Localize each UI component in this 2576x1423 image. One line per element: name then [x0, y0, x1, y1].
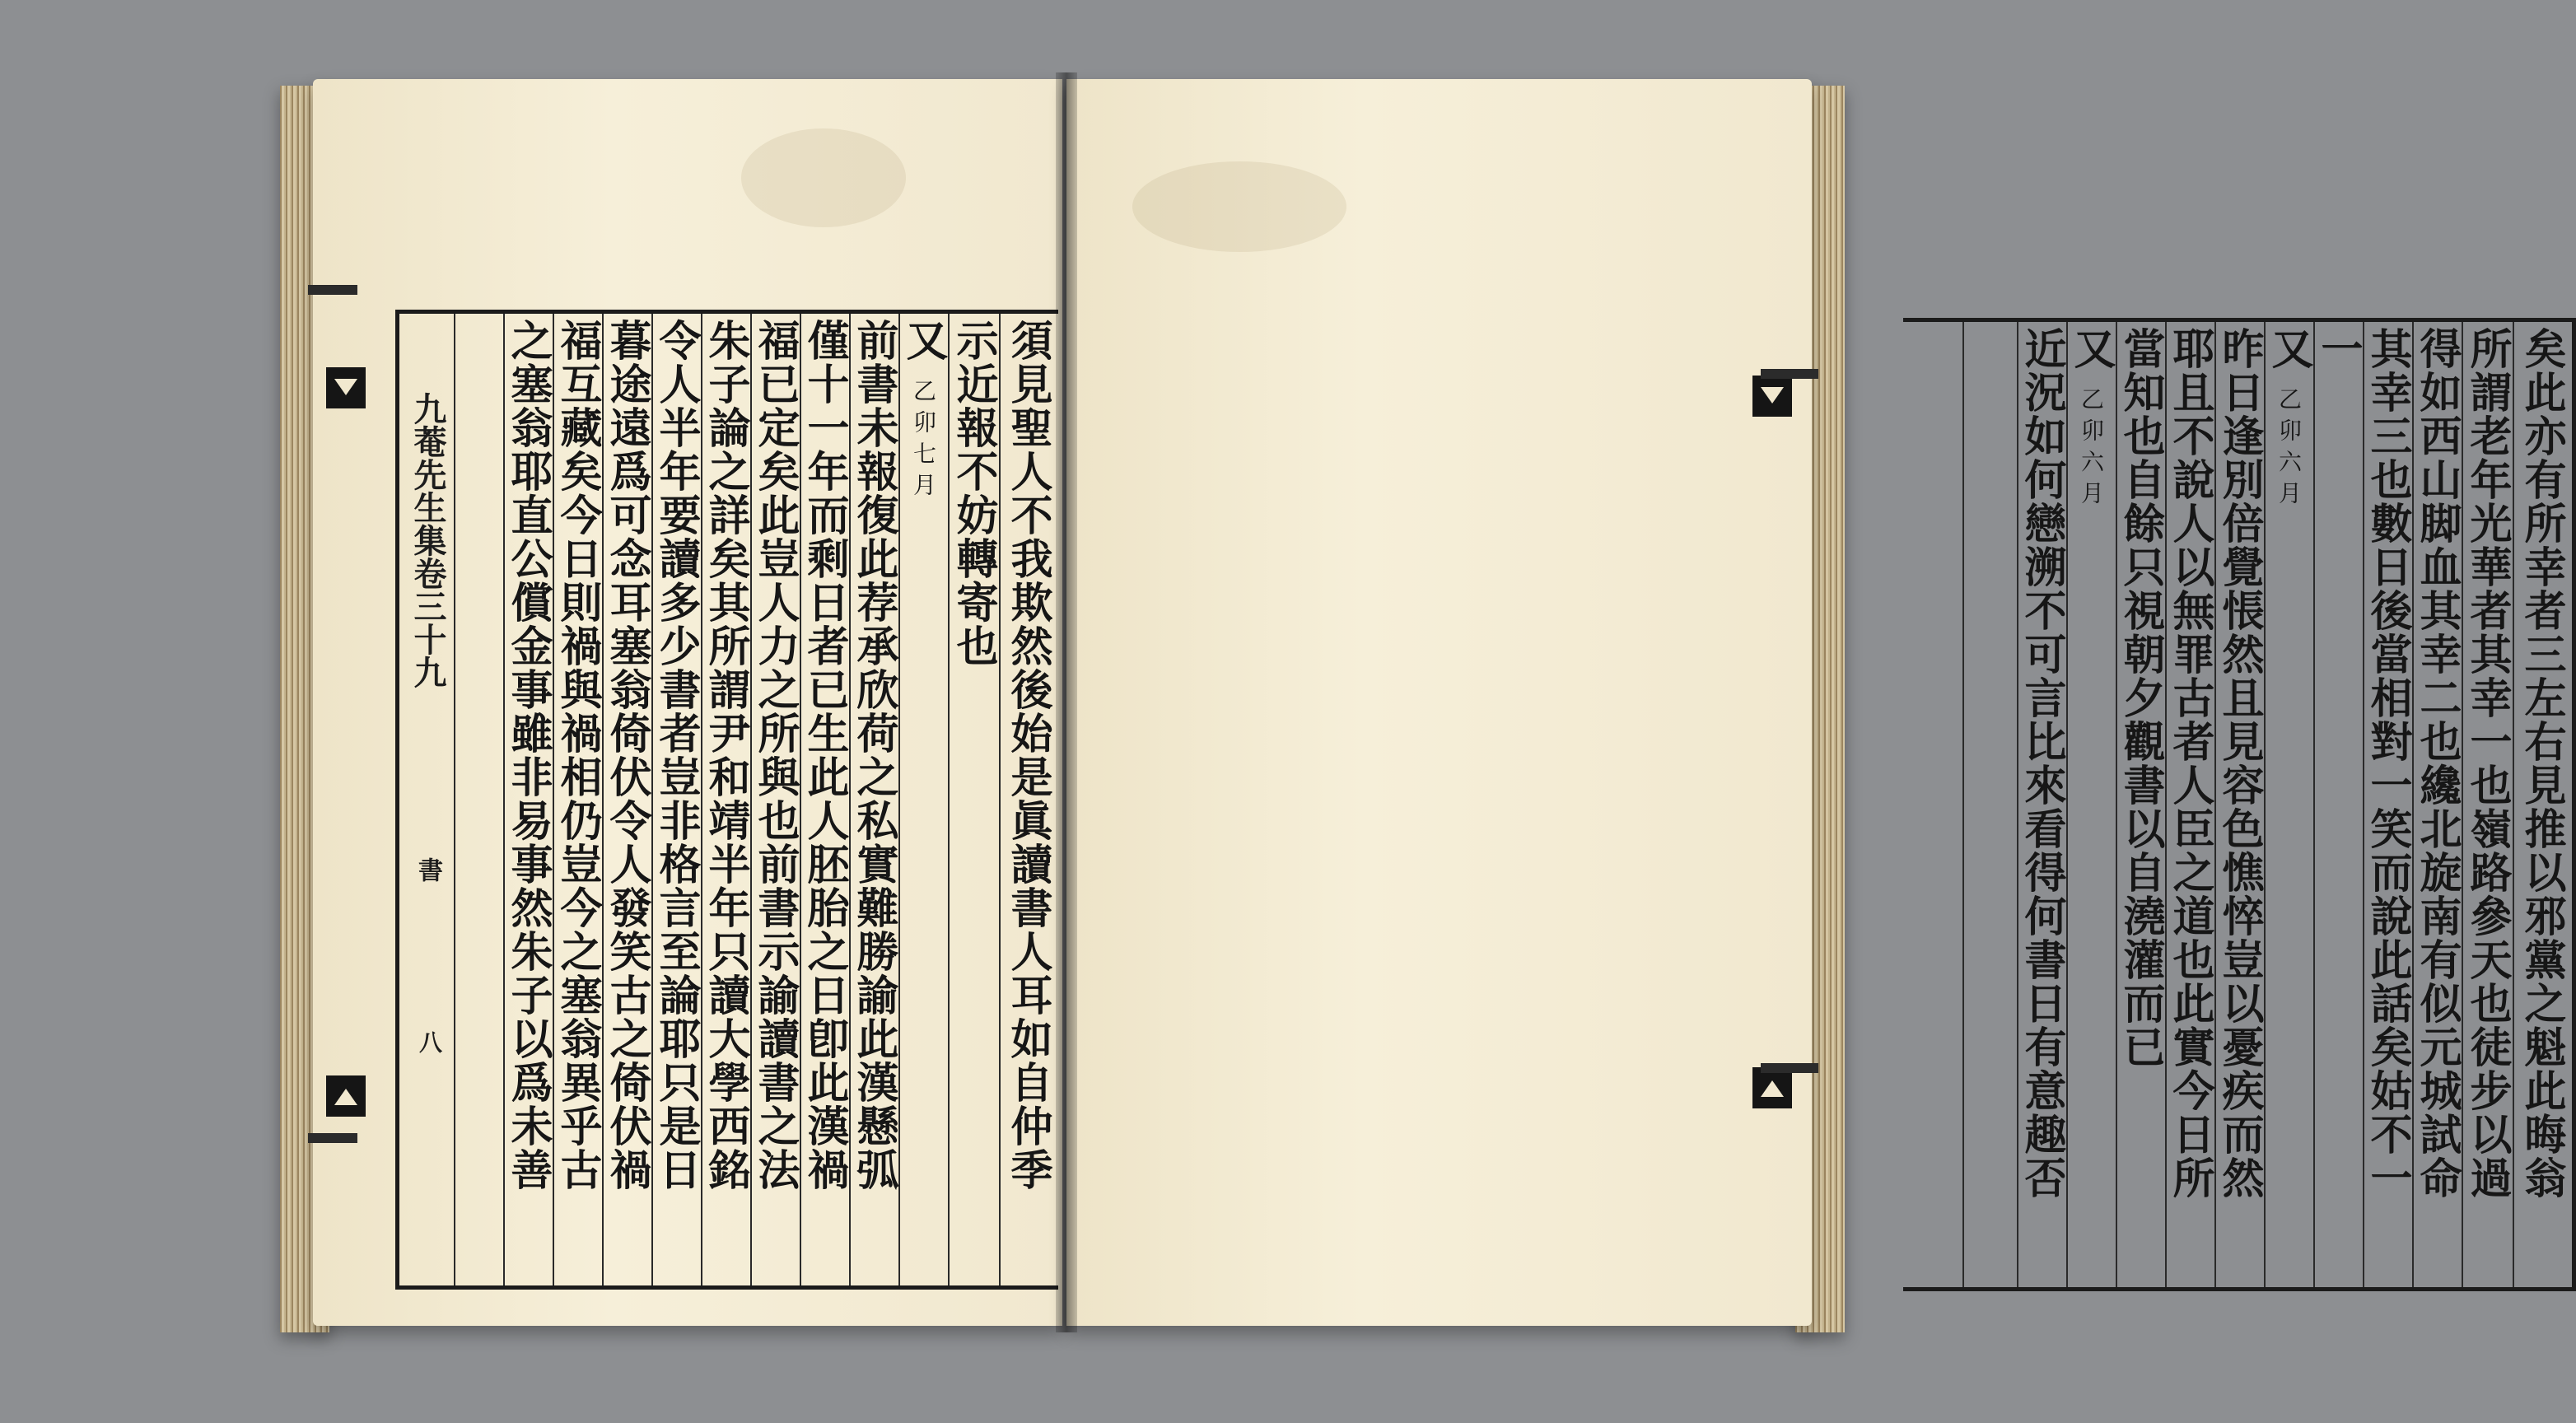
- text-column: 矣此亦有所幸者三左右見推以邪黨之魁此晦翁: [2517, 327, 2566, 1200]
- open-book: [280, 72, 2566, 1357]
- text-column: 暮途遠爲可念耳塞翁倚伏令人發笑古之倚伏禍: [602, 319, 651, 1192]
- fishtail-mark-top: [1752, 376, 1792, 417]
- text-column: 耶且不說人以無罪古者人臣之道也此實今日所: [2165, 327, 2214, 1200]
- binding-thread: [308, 1133, 357, 1143]
- margin-title: 九菴先生集卷三十九: [408, 392, 447, 688]
- letter-heading: 又 乙卯六月: [2066, 327, 2116, 512]
- letter-heading: 又 乙卯六月: [2264, 327, 2313, 512]
- text-column: 福互藏矣今日則禍與禍相仍豈今之塞翁異乎古: [553, 319, 602, 1192]
- date-note: 乙卯六月: [2078, 386, 2105, 512]
- left-page: [313, 79, 1062, 1326]
- text-column: 須見聖人不我欺然後始是眞讀書人耳如自仲季: [1003, 319, 1052, 1192]
- margin-page-number: 八: [416, 1030, 443, 1053]
- margin-section: 書: [413, 857, 442, 882]
- left-page-frame: [395, 310, 1058, 1290]
- text-column: 示近報不妨轉寄也: [949, 319, 998, 668]
- right-page: [1066, 79, 2566, 1326]
- text-column: 僅十一年而剩日者已生此人胚胎之日卽此漢禍: [800, 319, 849, 1192]
- fishtail-mark-bottom: [326, 1075, 366, 1117]
- fishtail-mark-top: [326, 367, 366, 408]
- text-column: 一: [2313, 327, 2363, 371]
- text-column: 朱子論之詳矣其所謂尹和靖半年只讀大學西銘: [701, 319, 750, 1192]
- text-column: 當知也自餘只視朝夕觀書以自澆灌而已: [2116, 327, 2165, 1069]
- text-column: 昨日逢別倍覺悵然且見容色憔悴豈以憂疾而然: [2214, 327, 2264, 1200]
- text-column: 其幸三也數日後當相對一笑而說此話矣姑不一: [2363, 327, 2412, 1200]
- date-note: 乙卯六月: [2275, 386, 2303, 512]
- text-column: 之塞翁耶直公償金事雖非易事然朱子以爲未善: [503, 319, 553, 1192]
- text-column: 所謂老年光華者其幸一也嶺路參天也徒步以過: [2462, 327, 2512, 1200]
- binding-thread: [1761, 369, 1818, 379]
- text-column: 前書未報復此荐承欣荷之私實難勝諭此漢懸弧: [849, 319, 898, 1192]
- text-column: 近況如何戀溯不可言比來看得何書日有意趣否: [2017, 327, 2066, 1200]
- binding-thread: [308, 285, 357, 295]
- text-column: 得如西山脚血其幸二也纔北旋南有似元城試命: [2412, 327, 2462, 1200]
- date-note: 乙卯七月: [910, 378, 937, 504]
- book-gutter: [1056, 72, 1077, 1332]
- letter-heading: 又 乙卯七月: [898, 319, 948, 504]
- text-column: 令人半年要讀多少書者豈非格言至論耶只是日: [651, 319, 701, 1192]
- binding-thread: [1761, 1063, 1818, 1073]
- text-column: 福已定矣此豈人力之所與也前書示諭讀書之法: [750, 319, 800, 1192]
- right-page-frame: [1903, 318, 2576, 1291]
- fishtail-mark-bottom: [1752, 1067, 1792, 1108]
